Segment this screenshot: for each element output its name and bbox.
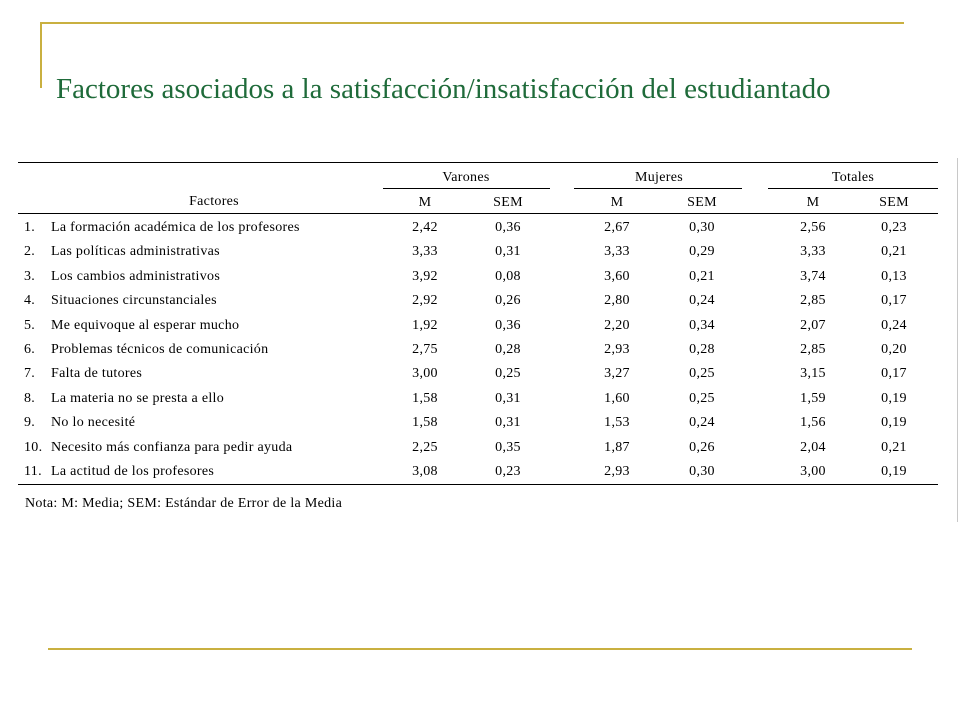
table-row: [18, 342, 938, 366]
cell-varones-sem: 0,23: [495, 464, 521, 479]
decorative-top-rule: [40, 22, 904, 24]
cell-varones-sem: 0,31: [495, 244, 521, 260]
cell-totales-sem: 0,20: [881, 342, 907, 357]
cell-totales-sem: 0,19: [881, 390, 907, 406]
cell-totales-m: 2,56: [800, 220, 826, 235]
table-bottom-rule: [18, 484, 938, 485]
row-number: 9.: [24, 415, 36, 431]
cell-totales-m: 2,04: [800, 439, 826, 455]
cell-mujeres-m: 1,87: [604, 439, 630, 455]
cell-totales-sem: 0,24: [881, 317, 907, 333]
cell-varones-m: 2,75: [412, 342, 438, 357]
cell-mujeres-sem: 0,28: [689, 342, 715, 357]
cell-varones-m: 3,92: [412, 268, 438, 284]
row-factor-label: Los cambios administrativos: [51, 268, 221, 284]
cell-varones-m: 3,08: [412, 464, 438, 479]
cell-varones-sem: 0,36: [495, 220, 521, 235]
cell-mujeres-m: 2,20: [604, 317, 630, 333]
cell-mujeres-sem: 0,25: [689, 366, 715, 382]
subheader-varones-sem: SEM: [493, 195, 523, 210]
row-factor-label: Las políticas administrativas: [51, 244, 220, 260]
cell-mujeres-m: 3,33: [604, 244, 630, 260]
table-row: [18, 244, 938, 268]
cell-mujeres-m: 2,67: [604, 220, 630, 235]
row-factor-label: Falta de tutores: [51, 366, 143, 382]
row-number: 11.: [24, 464, 42, 479]
row-number: 5.: [24, 317, 36, 333]
cell-totales-sem: 0,17: [881, 293, 907, 309]
row-factor-label: Me equivoque al esperar mucho: [51, 317, 240, 333]
cell-mujeres-m: 1,53: [604, 415, 630, 431]
cell-mujeres-sem: 0,24: [689, 293, 715, 309]
subheader-varones-m: M: [418, 195, 432, 210]
cell-totales-m: 2,85: [800, 342, 826, 357]
cell-totales-m: 1,56: [800, 415, 826, 431]
table-row: [18, 293, 938, 317]
cell-varones-sem: 0,28: [495, 342, 521, 357]
cell-totales-m: 2,07: [800, 317, 826, 333]
table-row: [18, 318, 938, 342]
subheader-mujeres-m: M: [610, 195, 624, 210]
cell-totales-m: 3,00: [800, 464, 826, 479]
cell-totales-m: 3,15: [800, 366, 826, 382]
cell-totales-sem: 0,21: [881, 244, 907, 260]
row-number: 6.: [24, 342, 36, 357]
column-header-factores: Factores: [189, 194, 239, 209]
subheader-mujeres-sem: SEM: [687, 195, 717, 210]
decorative-left-rule: [40, 22, 42, 88]
cell-mujeres-sem: 0,29: [689, 244, 715, 260]
cell-varones-sem: 0,26: [495, 293, 521, 309]
row-number: 10.: [24, 439, 43, 455]
cell-totales-m: 1,59: [800, 390, 826, 406]
group-rule-totales: [768, 188, 938, 189]
cell-totales-sem: 0,19: [881, 464, 907, 479]
table-row: [18, 415, 938, 439]
cell-mujeres-sem: 0,24: [689, 415, 715, 431]
cell-mujeres-m: 3,27: [604, 366, 630, 382]
row-number: 3.: [24, 268, 36, 284]
cell-varones-m: 2,42: [412, 220, 438, 235]
group-rule-mujeres: [574, 188, 742, 189]
cell-mujeres-m: 2,80: [604, 293, 630, 309]
cell-mujeres-sem: 0,30: [689, 220, 715, 235]
cell-varones-sem: 0,25: [495, 366, 521, 382]
table-header-rule: [18, 213, 938, 214]
row-factor-label: Situaciones circunstanciales: [51, 293, 217, 309]
cell-varones-sem: 0,31: [495, 415, 521, 431]
table-row: [18, 391, 938, 415]
decorative-bottom-rule: [48, 648, 912, 650]
cell-varones-sem: 0,08: [495, 268, 521, 284]
cell-varones-m: 2,92: [412, 293, 438, 309]
cell-totales-sem: 0,17: [881, 366, 907, 382]
row-factor-label: La actitud de los profesores: [51, 464, 215, 479]
cell-mujeres-sem: 0,26: [689, 439, 715, 455]
cell-mujeres-m: 2,93: [604, 464, 630, 479]
cell-totales-sem: 0,23: [881, 220, 907, 235]
group-header-mujeres: Mujeres: [635, 170, 683, 185]
row-factor-label: La formación académica de los profesores: [51, 220, 300, 235]
cell-varones-m: 3,00: [412, 366, 438, 382]
decorative-right-rule: [957, 158, 958, 522]
cell-mujeres-sem: 0,30: [689, 464, 715, 479]
cell-varones-sem: 0,31: [495, 390, 521, 406]
cell-mujeres-sem: 0,34: [689, 317, 715, 333]
table-top-rule: [18, 162, 938, 163]
table-row: [18, 220, 938, 244]
cell-totales-m: 3,74: [800, 268, 826, 284]
cell-varones-sem: 0,35: [495, 439, 521, 455]
subheader-totales-m: M: [806, 195, 820, 210]
row-number: 7.: [24, 366, 36, 382]
subheader-totales-sem: SEM: [879, 195, 909, 210]
cell-varones-m: 1,58: [412, 415, 438, 431]
cell-varones-sem: 0,36: [495, 317, 521, 333]
cell-varones-m: 2,25: [412, 439, 438, 455]
cell-mujeres-sem: 0,25: [689, 390, 715, 406]
table-row: [18, 366, 938, 390]
cell-totales-sem: 0,19: [881, 415, 907, 431]
cell-mujeres-m: 1,60: [604, 390, 630, 406]
cell-mujeres-sem: 0,21: [689, 268, 715, 284]
slide-title: Factores asociados a la satisfacción/insatisfacción del estudiantado: [56, 73, 831, 105]
cell-varones-m: 3,33: [412, 244, 438, 260]
row-number: 2.: [24, 244, 36, 260]
cell-totales-m: 3,33: [800, 244, 826, 260]
row-number: 4.: [24, 293, 36, 309]
table-note: Nota: M: Media; SEM: Estándar de Error de la Media: [25, 496, 343, 511]
cell-totales-sem: 0,21: [881, 439, 907, 455]
group-header-varones: Varones: [442, 170, 490, 185]
row-factor-label: Problemas técnicos de comunicación: [51, 342, 269, 357]
cell-mujeres-m: 2,93: [604, 342, 630, 357]
cell-varones-m: 1,92: [412, 317, 438, 333]
cell-varones-m: 1,58: [412, 390, 438, 406]
row-factor-label: No lo necesité: [51, 415, 136, 431]
table-row: [18, 269, 938, 293]
row-factor-label: La materia no se presta a ello: [51, 390, 225, 406]
row-number: 1.: [24, 220, 36, 235]
row-factor-label: Necesito más confianza para pedir ayuda: [51, 439, 293, 455]
group-header-totales: Totales: [831, 170, 875, 185]
cell-totales-sem: 0,13: [881, 268, 907, 284]
row-number: 8.: [24, 390, 36, 406]
group-rule-varones: [383, 188, 550, 189]
cell-totales-m: 2,85: [800, 293, 826, 309]
cell-mujeres-m: 3,60: [604, 268, 630, 284]
table-row: [18, 440, 938, 464]
